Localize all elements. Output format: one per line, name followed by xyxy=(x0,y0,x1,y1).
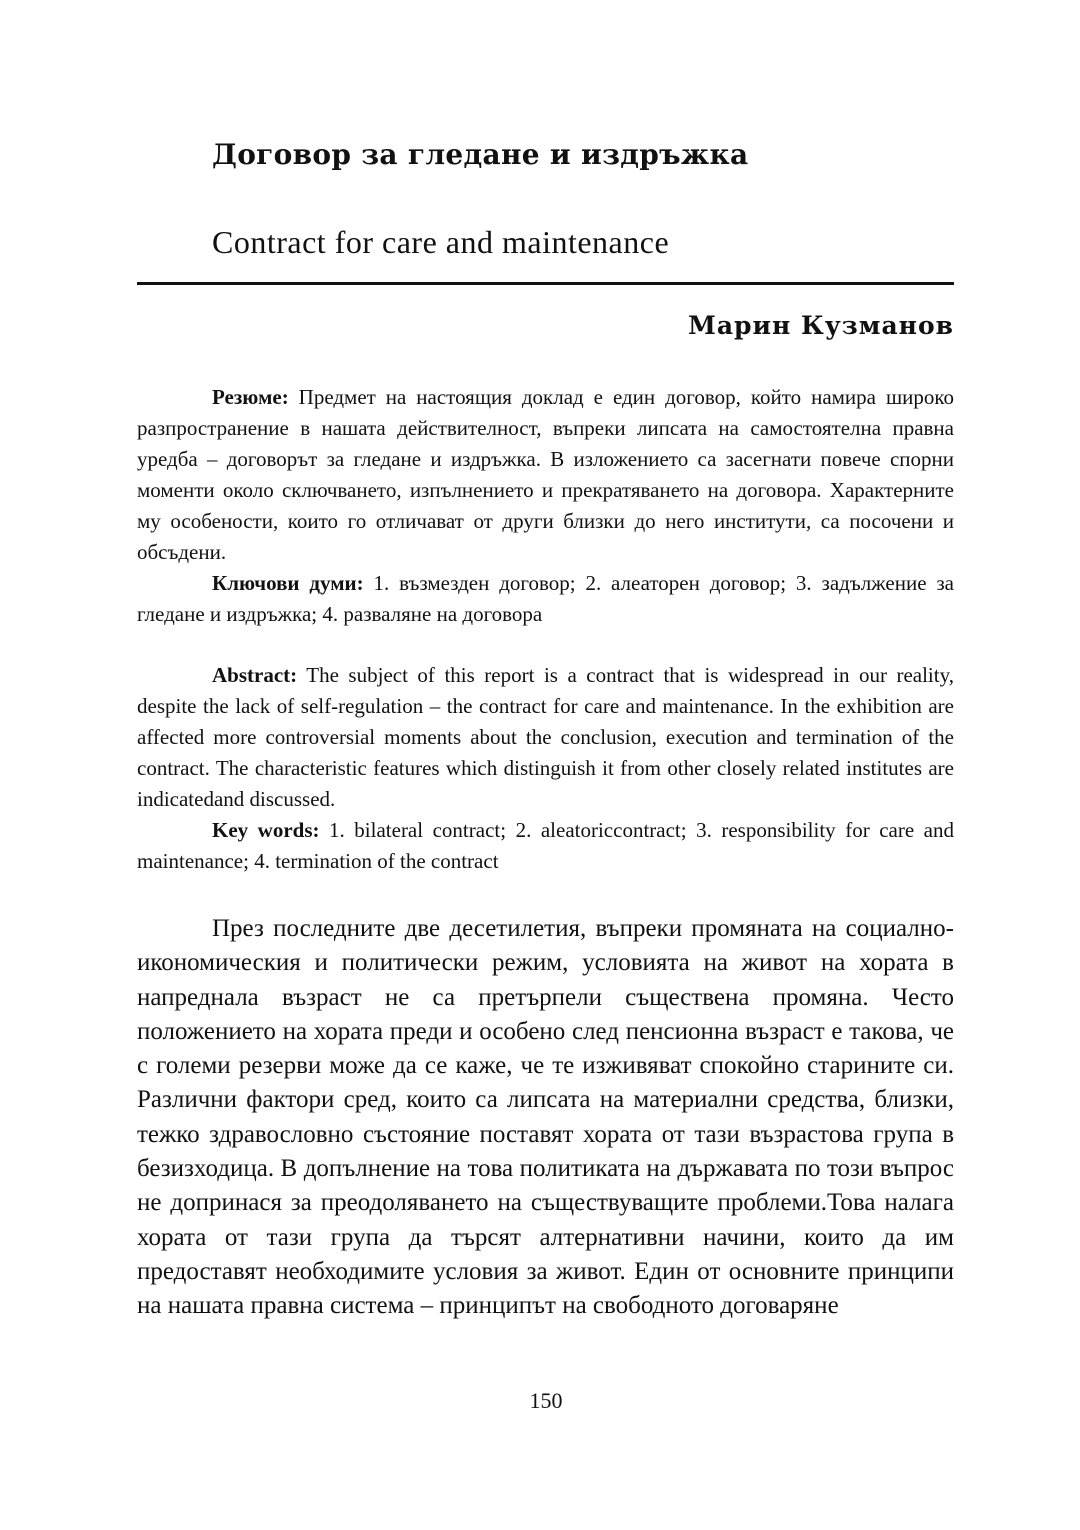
abstract-english-paragraph xyxy=(137,660,954,815)
title-divider xyxy=(137,282,954,285)
abstract-bulgarian-paragraph xyxy=(137,382,954,568)
abstract-bulgarian xyxy=(137,382,954,630)
keywords-bulgarian-paragraph xyxy=(137,568,954,630)
abstract-english-text: The subject of this report is a contract that is widespread in our reality, despite the lack of self-regulation – the contract for care and maintenance. In the exhibition are affected more controversial moments about the conclusion, execution and termination of the contract. The characteristic features which distinguish it from other closely related institutes are indicatedand discussed. xyxy=(137,663,954,811)
abstract-english-label: Abstract: xyxy=(212,663,298,687)
keywords-bulgarian-label: Ключови думи: xyxy=(212,571,364,595)
keywords-english-label: Key words: xyxy=(212,818,320,842)
keywords-english-text: 1. bilateral contract; 2. aleatoriccontract; 3. responsibility for care and maintenance; 4. termination of the contract xyxy=(137,818,954,873)
author-name: Марин Кузманов xyxy=(688,311,954,340)
article-title-bulgarian: Договор за гледане и издръжка xyxy=(212,138,749,171)
keywords-bulgarian-text: 1. възмезден договор; 2. алеаторен договор; 3. задължение за гледане и издръжка; 4. разваляне на договора xyxy=(137,571,954,626)
page-number: 150 xyxy=(529,1388,563,1413)
keywords-english-paragraph xyxy=(137,815,954,877)
body-paragraph: През последните две десетилетия, въпреки промяната на социално-икономическия и политически режим, условията на живот на хората в напреднала възраст не са претърпели съществена промяна. Често положението на хората преди и особено след пенсионна възраст е такова, че с големи резерви може да се каже, че те изживяват спокойно старините си. Различни фактори сред, които са липсата на материални средства, близки, тежко здравословно състояние поставят хората от тази възрастова група в безизходица. В допълнение на това политиката на държавата по този въпрос не допринася за преодоляването на съществуващите проблеми.Това налага хората от тази група да търсят алтернативни начини, които да им предоставят необходимите условия за живот. Един от основните принципи на нашата правна система – принципът на свободното договаряне xyxy=(137,915,954,1320)
article-title-english: Contract for care and maintenance xyxy=(212,224,670,260)
abstract-bulgarian-text: Предмет на настоящия доклад е един договор, който намира широко разпространение в нашата действителност, въпреки липсата на самостоятелна правна уредба – договорът за гледане и издръжка. В изложението са засегнати повече спорни моменти около сключването, изпълнението и прекратяването на договора. Характерните му особености, които го отличават от други близки до него институти, са посочени и обсъдени. xyxy=(137,385,954,564)
abstract-english xyxy=(137,660,954,877)
abstract-bulgarian-label: Резюме: xyxy=(212,385,289,409)
